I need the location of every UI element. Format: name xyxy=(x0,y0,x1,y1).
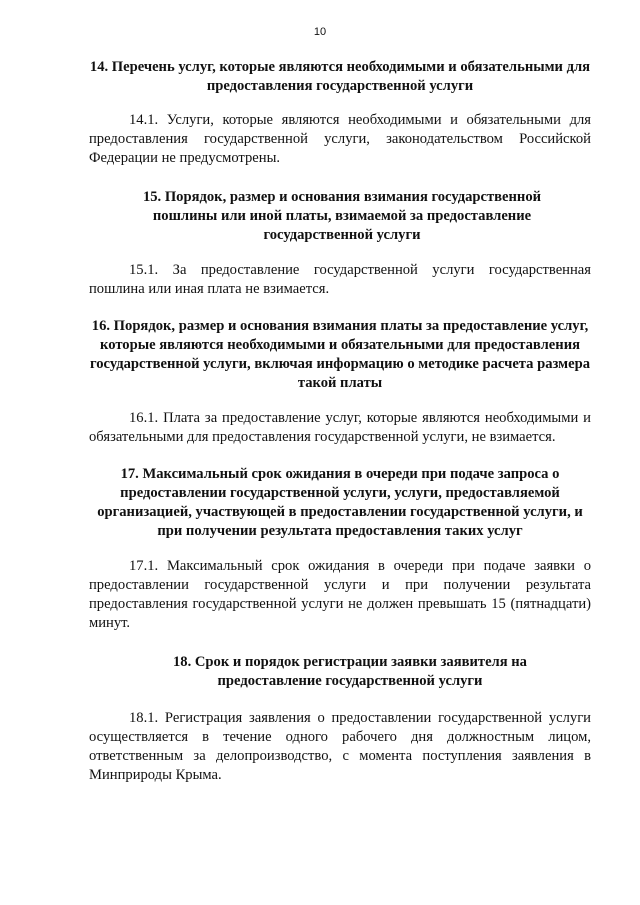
section-14-paragraph: 14.1. Услуги, которые являются необходимыми и обязательными для предоставления государственной услуги, законодательством Российской Федерации не предусмотрены. xyxy=(89,112,591,166)
section-16-heading: 16. Порядок, размер и основания взимания платы за предоставление услуг, которые являются необходимыми и обязательными для предоставления государственной услуги, включая информацию о методике расчета размера такой платы xyxy=(89,318,591,391)
section-17-paragraph: 17.1. Максимальный срок ожидания в очереди при подаче заявки о предоставлении государственной услуги и при получении результата предоставления государственной услуги не должен превышать 15 (пятнадцати) минут. xyxy=(89,558,591,631)
document-body xyxy=(89,58,591,785)
section-15-heading: 15. Порядок, размер и основания взимания государственной пошлины или иной платы, взимаемой за предоставление государственной услуги xyxy=(142,189,542,243)
section-16-paragraph: 16.1. Плата за предоставление услуг, которые являются необходимыми и обязательными для предоставления государственной услуги, не взимается. xyxy=(89,410,591,445)
section-14-heading: 14. Перечень услуг, которые являются необходимыми и обязательными для предоставления государственной услуги xyxy=(89,59,591,94)
section-18-heading: 18. Срок и порядок регистрации заявки заявителя на предоставление государственной услуги xyxy=(173,654,527,689)
page-number: 10 xyxy=(313,26,327,38)
section-15-paragraph: 15.1. За предоставление государственной услуги государственная пошлина или иная плата не взимается. xyxy=(89,262,591,297)
section-18-paragraph: 18.1. Регистрация заявления о предоставлении государственной услуги осуществляется в течение одного рабочего дня должностным лицом, ответственным за делопроизводство, с момента поступления заявления в Минприроды Крыма. xyxy=(89,710,591,783)
section-17-heading: 17. Максимальный срок ожидания в очереди при подаче запроса о предоставлении государственной услуги, услуги, предоставляемой организацией, участвующей в предоставлении государственной услуги, и при получении результата предоставления таких услуг xyxy=(97,466,583,539)
